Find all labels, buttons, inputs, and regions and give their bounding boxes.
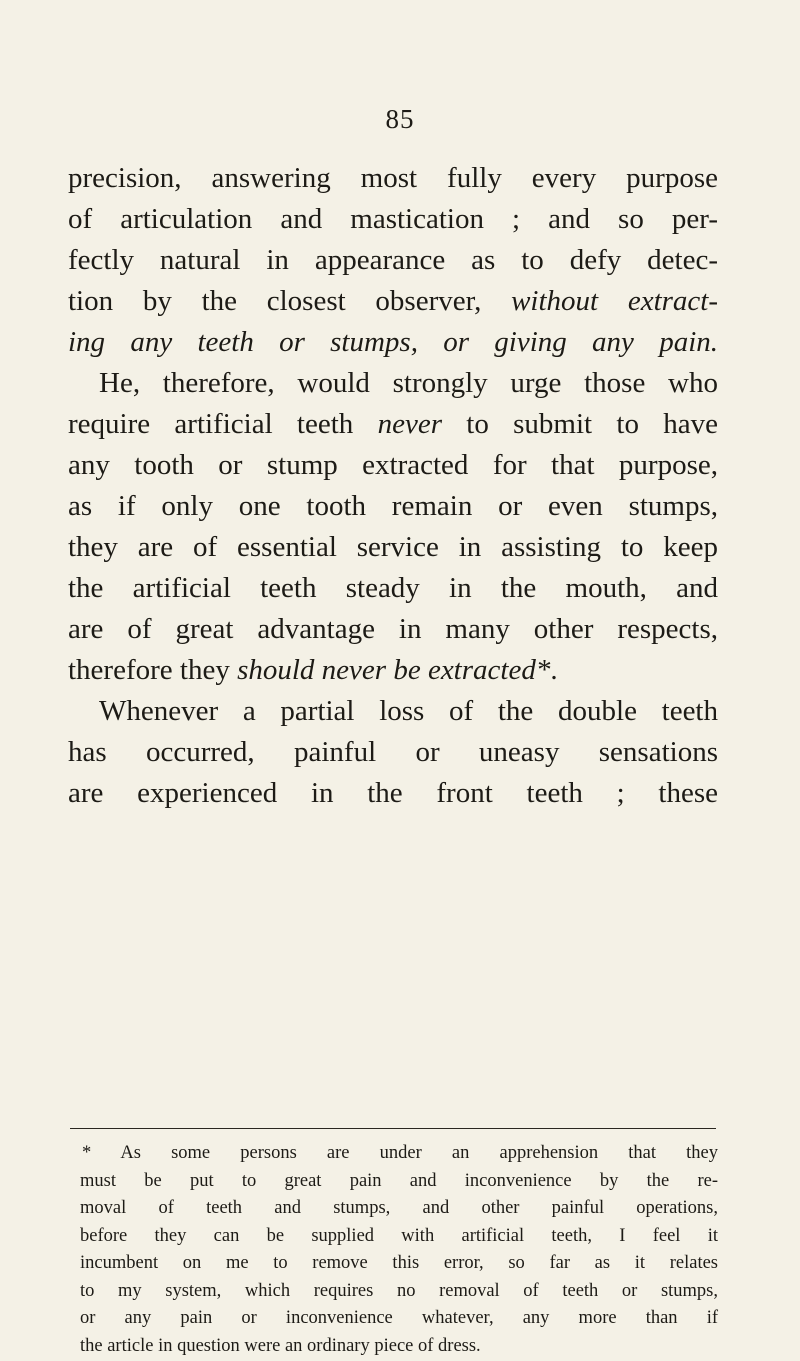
text-segment: .: [550, 654, 558, 686]
text-line: are experienced in the front teeth ; these: [68, 777, 718, 809]
footnote-line: before they can be supplied with artificial teeth, I feel it: [80, 1225, 718, 1246]
footnote-line: to my system, which requires no removal of teeth or stumps,: [80, 1280, 718, 1301]
text-line: fectly natural in appearance as to defy detec-: [68, 244, 718, 276]
text-line: [68, 404, 718, 445]
footnote-line: moval of teeth and stumps, and other painful operations,: [80, 1198, 718, 1218]
text-line: [68, 650, 718, 691]
text-line: [68, 281, 718, 322]
text-line: ing any teeth or stumps, or giving any pain.: [68, 326, 718, 358]
text-line: precision, answering most fully every purpose: [68, 162, 718, 194]
footnote-line: the article in question were an ordinary piece of dress.: [80, 1335, 481, 1356]
footnote-line: or any pain or inconvenience whatever, any more than if: [80, 1308, 718, 1328]
text-line: of articulation and mastication ; and so per-: [68, 203, 718, 235]
footnote-line: incumbent on me to remove this error, so far as it relates: [80, 1253, 718, 1273]
footnote: [80, 1140, 718, 1360]
italic-segment: never: [377, 408, 442, 440]
footnote-line: must be put to great pain and inconvenience by the re-: [80, 1170, 718, 1191]
text-line: they are of essential service in assisting to keep: [68, 531, 718, 563]
italic-segment: without extract-: [511, 285, 718, 317]
text-segment: tion by the closest observer,: [68, 285, 512, 317]
text-line: Whenever a partial loss of the double teeth: [99, 695, 718, 727]
text-segment: therefore they: [68, 654, 238, 686]
text-line: the artificial teeth steady in the mouth, and: [68, 572, 718, 604]
text-line: as if only one tooth remain or even stumps,: [68, 490, 718, 522]
text-line: has occurred, painful or uneasy sensations: [68, 736, 718, 768]
text-line: He, therefore, would strongly urge those who: [99, 367, 718, 399]
text-segment: to submit to have: [441, 408, 718, 440]
italic-segment: should never be extracted*: [237, 654, 551, 686]
footnote-line: * As some persons are under an apprehension that they: [82, 1143, 718, 1163]
text-segment: require artificial teeth: [68, 408, 378, 440]
text-line: are of great advantage in many other respects,: [68, 613, 718, 645]
page-number: 85: [385, 104, 415, 134]
main-text: [68, 158, 718, 814]
footnote-divider: [70, 1128, 716, 1129]
text-line: any tooth or stump extracted for that purpose,: [68, 449, 718, 481]
